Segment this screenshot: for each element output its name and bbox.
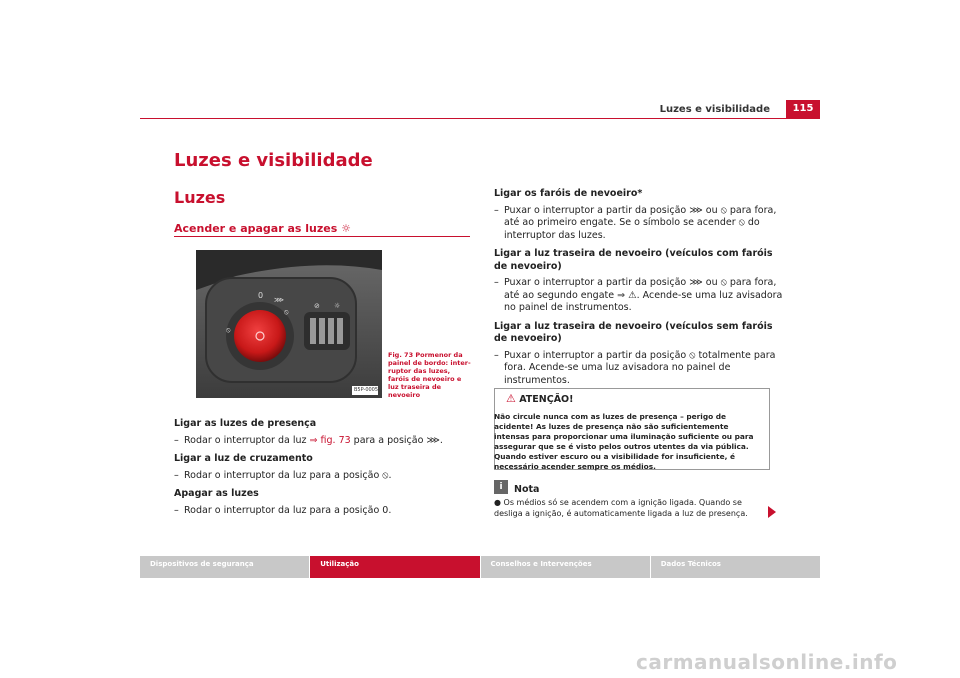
footer-tab-seguranca[interactable]: Dispositivos de segurança (140, 556, 309, 578)
figure-caption: Fig. 73 Pormenor da painel de bordo: inter-ruptor das luzes, faróis de nevoeiro e luz traseira de nevoeiro (388, 351, 471, 399)
list-item (174, 505, 464, 518)
dash-bullet: – (174, 504, 179, 516)
list-item (494, 205, 784, 243)
item-text: Rodar o interruptor da luz para a posição 0. (184, 504, 392, 516)
dash-bullet: – (174, 434, 179, 446)
item-text: Rodar o interruptor da luz para a posição ⦸. (184, 469, 392, 481)
warning-title (506, 392, 573, 405)
dash-bullet: – (494, 204, 499, 216)
item-text: para a posição ⋙. (350, 434, 443, 446)
footer-nav (140, 556, 820, 578)
svg-text:0: 0 (258, 291, 264, 300)
section-rule (174, 236, 470, 237)
subheading: Apagar as luzes (174, 488, 259, 499)
list-item (174, 435, 464, 448)
subheading: Ligar a luz traseira de nevoeiro (veículos sem faróis de nevoeiro) (494, 320, 773, 344)
item-text: Rodar o interruptor da luz (184, 434, 310, 446)
item-text: Puxar o interruptor a partir da posição ⋙ ou ⦸ para fora, até ao segundo engate ⇒ ⚠. Acende-se uma luz avisadora no painel de instrumentos. (504, 277, 783, 313)
section-heading-text: Acender e apagar as luzes (174, 222, 338, 235)
page-number: 115 (786, 100, 820, 118)
footer-tab-dados[interactable]: Dados Técnicos (651, 556, 820, 578)
list-item (494, 277, 784, 315)
svg-text:⦸: ⦸ (284, 308, 289, 316)
footer-tab-conselhos[interactable]: Conselhos e Intervenções (481, 556, 650, 578)
dash-bullet: – (174, 469, 179, 481)
footer-tab-utilizacao[interactable]: Utilização (310, 556, 479, 578)
bullet: ● (494, 498, 501, 507)
watermark: carmanualsonline.info (636, 650, 898, 674)
figure-link[interactable]: ⇒ fig. 73 (309, 434, 351, 446)
subheading: Ligar as luzes de presença (174, 418, 317, 429)
sun-icon: ☼ (341, 222, 352, 235)
note-text (494, 498, 766, 519)
item-text: Puxar o interruptor a partir da posição ⦸ totalmente para fora. Acende-se uma luz avisadora no painel de instrumentos. (504, 349, 776, 386)
svg-text:⋙: ⋙ (274, 296, 284, 304)
warning-triangle-icon: ⚠ (506, 392, 516, 405)
item-text: Puxar o interruptor a partir da posição ⋙ ou ⦸ para fora, até ao primeiro engate. Se o símbolo se acender ⦸ do interruptor das luzes. (504, 204, 777, 241)
list-item (174, 470, 464, 483)
warning-text: Não circule nunca com as luzes de presença – perigo de acidente! As luzes de presença não são suficientemente intensas para proporcionar uma iluminação suficiente ou para assegurar que se é visto pelos outros utentes da via pública. Quando estiver escuro ou a visibilidade for insuficiente, é necessário acender sempre os médios. (494, 412, 754, 471)
dash-bullet: – (494, 349, 499, 361)
warning-title-text: ATENÇÃO! (519, 394, 574, 405)
svg-text:⦸: ⦸ (226, 326, 231, 334)
note-icon: i (494, 480, 508, 494)
light-switch-photo (196, 250, 382, 398)
figure-label: B5P-0005 (354, 387, 379, 393)
header-rule (140, 118, 820, 119)
dash-bullet: – (494, 277, 499, 288)
page-title: Luzes e visibilidade (174, 150, 373, 171)
left-column (174, 412, 464, 521)
subheading: Ligar a luz traseira de nevoeiro (veículos com faróis de nevoeiro) (494, 248, 773, 272)
note-text-body: Os médios só se acendem com a ignição ligada. Quando se desliga a ignição, é automaticamente ligada a luz de presença. (494, 498, 748, 518)
svg-text:☼: ☼ (334, 302, 341, 310)
right-column (494, 188, 784, 391)
next-page-arrow-icon[interactable] (768, 506, 776, 518)
running-header: Luzes e visibilidade (659, 104, 770, 115)
subheading: Ligar os faróis de nevoeiro* (494, 188, 643, 199)
subheading: Ligar a luz de cruzamento (174, 453, 313, 464)
subtitle: Luzes (174, 188, 226, 207)
svg-text:⊘: ⊘ (314, 302, 320, 310)
note-title: Nota (514, 484, 540, 495)
list-item (494, 350, 784, 388)
section-heading (174, 222, 351, 235)
